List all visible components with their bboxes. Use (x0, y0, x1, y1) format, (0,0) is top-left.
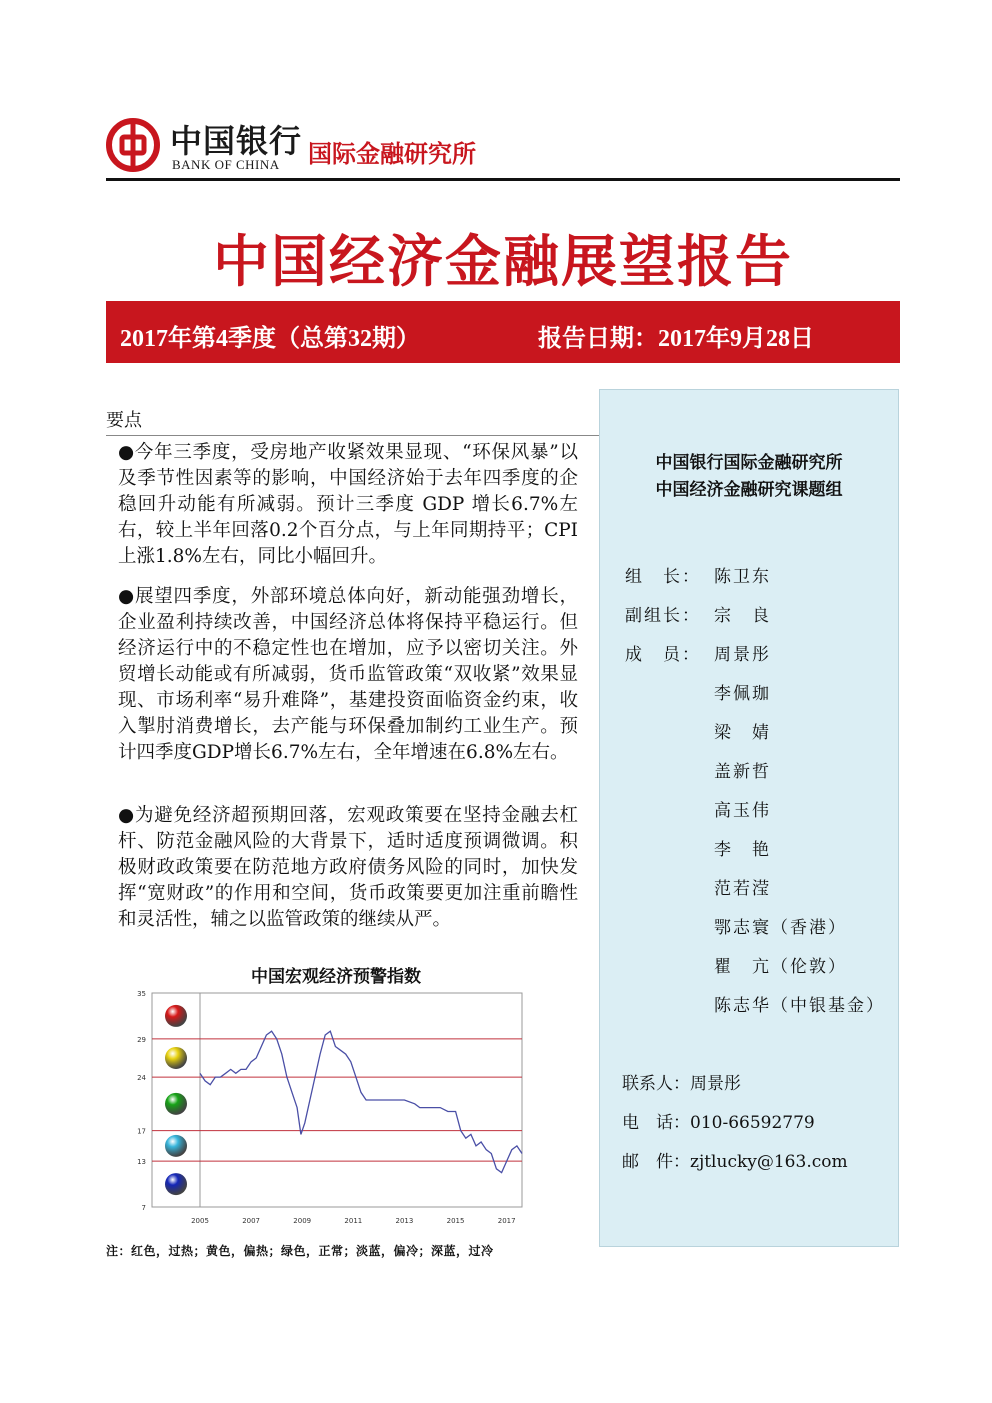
member-name: 李 艳 (714, 840, 771, 860)
y-tick-label: 35 (137, 990, 146, 998)
report-date: 报告日期：2017年9月28日 (538, 326, 814, 352)
bank-of-china-logo-icon (106, 118, 160, 172)
key-points-divider (106, 435, 600, 436)
deputy-role: 副组长： (625, 606, 701, 626)
org-line: 中国经济金融研究课题组 (655, 480, 843, 500)
y-tick-label: 7 (141, 1204, 146, 1212)
member-name: 高玉伟 (714, 801, 771, 821)
member-name: 瞿 亢（伦敦） (714, 957, 847, 977)
warning-index-chart (124, 985, 534, 1230)
x-tick-label: 2015 (446, 1217, 465, 1225)
x-tick-label: 2011 (344, 1217, 363, 1225)
contact-phone: 电 话：010-66592779 (622, 1113, 815, 1133)
contact-email: 邮 件：zjtlucky@163.com (622, 1152, 848, 1172)
logo-chinese-text: 中国银行 (170, 122, 303, 160)
member-name: 周景彤 (714, 645, 771, 665)
leader-role: 组 长： (625, 567, 701, 587)
report-title: 中国经济金融展望报告 (213, 230, 793, 295)
org-line: 中国银行国际金融研究所 (655, 453, 843, 473)
x-tick-label: 2017 (497, 1217, 516, 1225)
signal-sphere (165, 1093, 187, 1115)
contact-person: 联系人：周景彤 (622, 1074, 741, 1094)
plot-frame (200, 993, 522, 1207)
key-point-paragraph: ●展望四季度，外部环境总体向好，新动能强劲增长，企业盈利持续改善，中国经济总体将保持平稳运行。但经济运行中的不稳定性也在增加，应予以密切关注。外贸增长动能或有所减弱，货币监管政策“双收紧”效果显现、市场利率“易升难降”，基建投资面临资金约束，收入掣肘消费增长，去产能与环保叠加制约工业生产。预计四季度GDP增长6.7%左右，全年增速在6.8%左右。 (118, 586, 578, 763)
member-name: 鄂志寰（香港） (714, 918, 847, 938)
x-tick-label: 2005 (191, 1217, 209, 1225)
y-tick-label: 29 (137, 1035, 146, 1044)
issue-number: 2017年第4季度（总第32期） (120, 326, 420, 352)
member-name: 陈志华（中银基金） (714, 996, 885, 1016)
key-point-paragraph: ●为避免经济超预期回落，宏观政策要在坚持金融去杠杆、防范金融风险的大背景下，适时适度预调微调。积极财政政策要在防范地方政府债务风险的同时，加快发挥“宽财政”的作用和空间，货币政策要更加注重前瞻性和灵活性，辅之以监管政策的继续从严。 (118, 805, 578, 930)
y-tick-label: 24 (137, 1074, 146, 1083)
x-tick-label: 2007 (242, 1217, 261, 1225)
chart-note: 注：红色，过热；黄色，偏热；绿色，正常；淡蓝，偏冷；深蓝，过冷 (106, 1244, 494, 1258)
y-tick-label: 13 (137, 1158, 146, 1167)
key-points-heading: 要点 (106, 410, 142, 431)
signal-sphere (165, 1173, 187, 1195)
panel-organization (599, 450, 899, 504)
signal-sphere (165, 1135, 187, 1157)
member-name: 梁 婧 (714, 723, 771, 743)
x-tick-label: 2013 (395, 1217, 414, 1225)
key-point-paragraph: ●今年三季度，受房地产收紧效果显现、“环保风暴”以及季节性因素等的影响，中国经济始于去年四季度的企稳回升动能有所减弱。预计三季度 GDP 增长6.7%左右，较上半年回落0.2个百分点，与上年同期持平；CPI上涨1.8%左右，同比小幅回升。 (118, 442, 578, 567)
leader-name: 陈卫东 (714, 567, 771, 587)
members-role: 成 员： (625, 645, 701, 665)
member-name: 盖新哲 (714, 762, 771, 782)
deputy-name: 宗 良 (714, 606, 771, 626)
header-divider (106, 178, 900, 181)
signal-sphere (165, 1005, 187, 1027)
chart-title: 中国宏观经济预警指数 (251, 967, 421, 987)
signal-sphere (165, 1047, 187, 1069)
member-name: 李佩珈 (714, 684, 771, 704)
institute-name: 国际金融研究所 (308, 140, 476, 168)
x-tick-label: 2009 (293, 1217, 312, 1225)
member-name: 范若滢 (714, 879, 771, 899)
logo-english-text: BANK OF CHINA (172, 157, 280, 172)
y-tick-label: 17 (137, 1127, 146, 1136)
